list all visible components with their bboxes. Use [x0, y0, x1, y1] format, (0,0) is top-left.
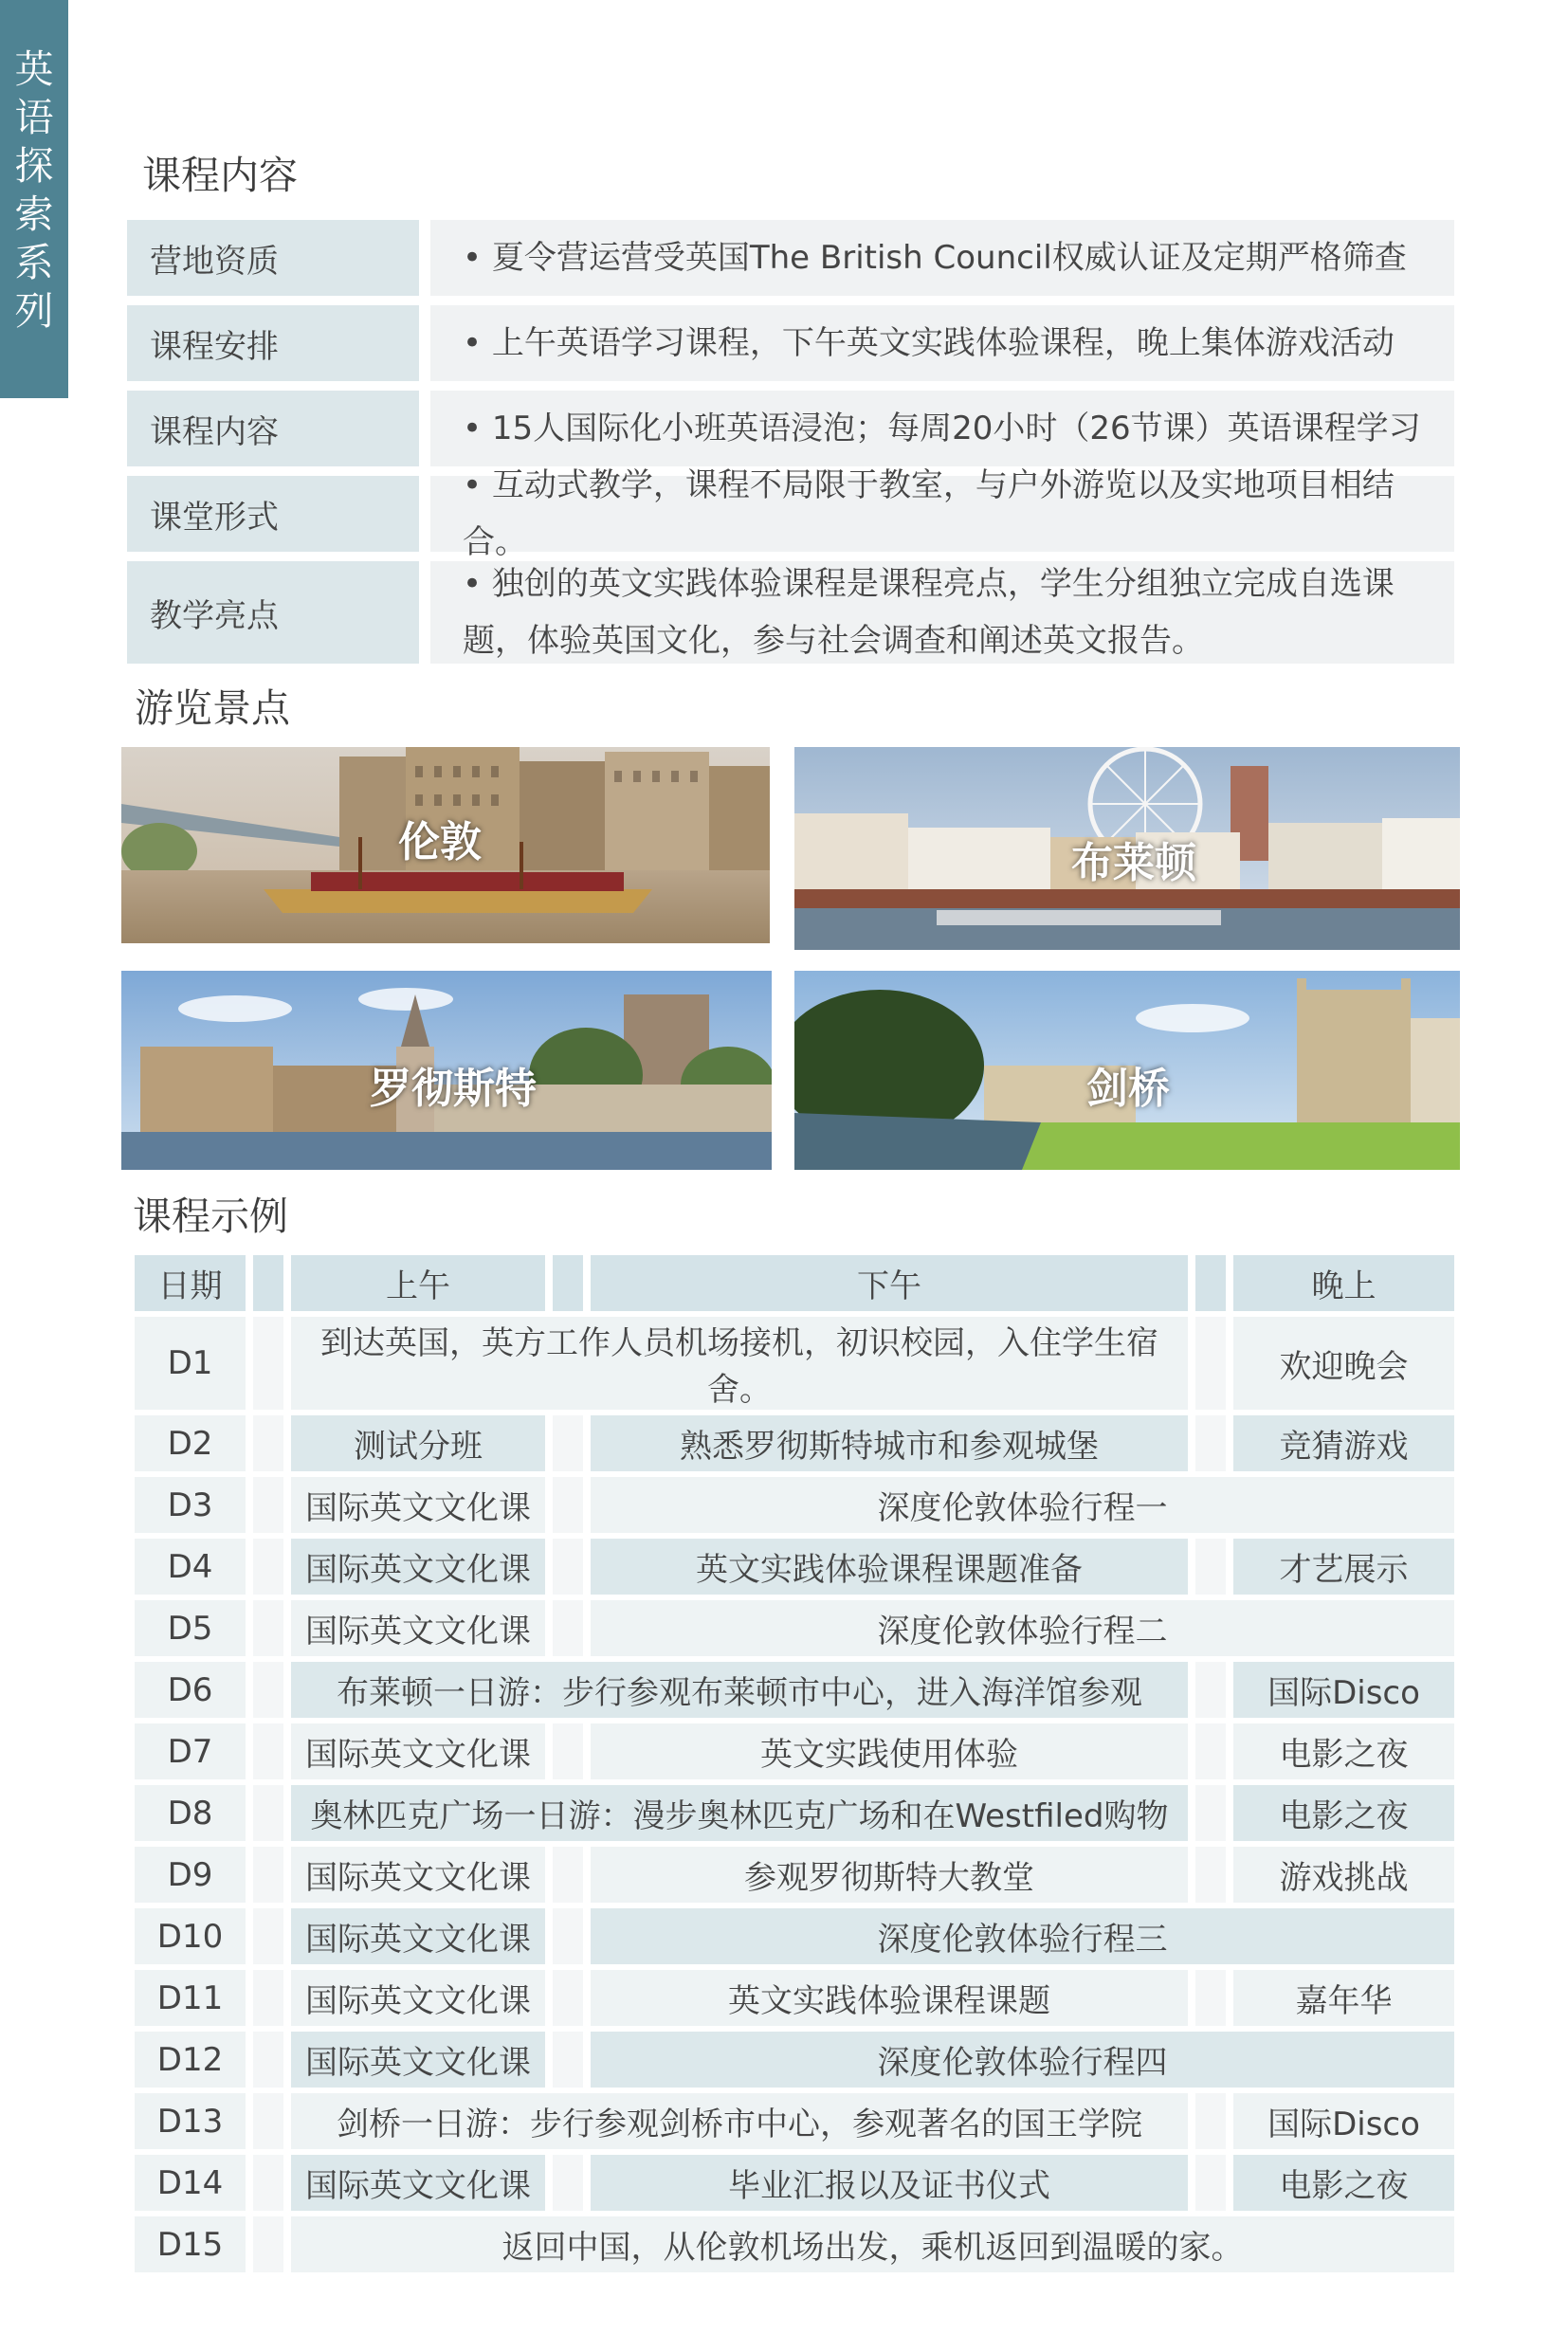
spacer-cell — [253, 1255, 283, 1311]
spacer-cell — [253, 2155, 283, 2211]
afternoon-evening-cell: 深度伦敦体验行程一 — [591, 1477, 1454, 1533]
evening-cell: 竞猜游戏 — [1233, 1415, 1454, 1471]
course-row-text: • 15人国际化小班英语浸泡；每周20小时（26节课）英语课程学习 — [430, 391, 1454, 466]
course-section-title: 课程内容 — [142, 153, 298, 198]
spacer-cell — [253, 2093, 283, 2149]
table-row — [135, 1415, 1454, 1471]
course-row-text: • 互动式教学，课程不局限于教室，与户外游览以及实地项目相结合。 — [430, 476, 1454, 552]
spacer-cell — [253, 1970, 283, 2026]
header-day: 日期 — [135, 1255, 246, 1311]
spacer-cell — [1195, 1539, 1226, 1595]
course-row-label: 营地资质 — [127, 220, 419, 296]
afternoon-evening-cell: 深度伦敦体验行程二 — [591, 1600, 1454, 1656]
spacer-cell — [1195, 1847, 1226, 1903]
spacer-cell — [253, 1908, 283, 1964]
spacer-cell — [253, 1847, 283, 1903]
spacer-cell — [553, 1723, 583, 1779]
spacer-cell — [553, 1600, 583, 1656]
table-row — [135, 1908, 1454, 1964]
header-evening: 晚上 — [1233, 1255, 1454, 1311]
course-row-text: • 上午英语学习课程，下午英文实践体验课程，晚上集体游戏活动 — [430, 305, 1454, 381]
evening-cell: 电影之夜 — [1233, 2155, 1454, 2211]
spacer-cell — [553, 2155, 583, 2211]
course-row-label: 课程内容 — [127, 391, 419, 466]
morning-cell: 国际英文文化课 — [291, 1723, 545, 1779]
spacer-cell — [253, 1600, 283, 1656]
day-cell: D10 — [135, 1908, 246, 1964]
day-cell: D6 — [135, 1662, 246, 1718]
spacer-cell — [253, 2032, 283, 2088]
evening-cell: 游戏挑战 — [1233, 1847, 1454, 1903]
spacer-cell — [1195, 1723, 1226, 1779]
afternoon-evening-cell: 深度伦敦体验行程四 — [591, 2032, 1454, 2088]
day-cell: D2 — [135, 1415, 246, 1471]
table-row — [135, 2093, 1454, 2149]
spacer-cell — [253, 1477, 283, 1533]
morning-cell: 国际英文文化课 — [291, 1970, 545, 2026]
table-row — [135, 1970, 1454, 2026]
morning-cell: 国际英文文化课 — [291, 1600, 545, 1656]
table-row — [135, 1662, 1454, 1718]
evening-cell: 电影之夜 — [1233, 1723, 1454, 1779]
table-row — [135, 1317, 1454, 1410]
spacer-cell — [553, 1255, 583, 1311]
london-photo — [121, 747, 770, 943]
day-cell: D8 — [135, 1785, 246, 1841]
table-row — [135, 2216, 1454, 2272]
spacer-cell — [1195, 1317, 1226, 1410]
afternoon-cell: 熟悉罗彻斯特城市和参观城堡 — [591, 1415, 1188, 1471]
table-row — [135, 1723, 1454, 1779]
afternoon-cell: 英文实践使用体验 — [591, 1723, 1188, 1779]
evening-cell: 国际Disco — [1233, 1662, 1454, 1718]
spacer-cell — [253, 1723, 283, 1779]
morning-cell: 国际英文文化课 — [291, 1539, 545, 1595]
course-row-text: • 独创的英文实践体验课程是课程亮点，学生分组独立完成自选课题，体验英国文化，参与社会调查和阐述英文报告。 — [430, 561, 1454, 664]
sights-section-title: 游览景点 — [135, 685, 290, 731]
afternoon-cell: 英文实践体验课程课题 — [591, 1970, 1188, 2026]
table-row — [135, 1785, 1454, 1841]
spacer-cell — [1195, 1662, 1226, 1718]
schedule-section-title: 课程示例 — [133, 1194, 288, 1239]
spacer-cell — [1195, 2093, 1226, 2149]
afternoon-cell: 英文实践体验课程课题准备 — [591, 1539, 1188, 1595]
afternoon-cell: 参观罗彻斯特大教堂 — [591, 1847, 1188, 1903]
all-day-cell: 返回中国，从伦敦机场出发，乘机返回到温暖的家。 — [291, 2216, 1454, 2272]
course-row-label: 课堂形式 — [127, 476, 419, 552]
table-row — [135, 1847, 1454, 1903]
table-row — [135, 1600, 1454, 1656]
rochester-photo — [121, 971, 772, 1170]
day-cell: D13 — [135, 2093, 246, 2149]
sight-label-cambridge: 剑桥 — [1086, 1065, 1170, 1113]
course-row-label: 教学亮点 — [127, 561, 419, 664]
day-cell: D14 — [135, 2155, 246, 2211]
morning-cell: 国际英文文化课 — [291, 2032, 545, 2088]
day-cell: D12 — [135, 2032, 246, 2088]
spacer-cell — [253, 2216, 283, 2272]
spacer-cell — [1195, 1785, 1226, 1841]
morning-cell: 国际英文文化课 — [291, 1477, 545, 1533]
day-cell: D3 — [135, 1477, 246, 1533]
day-cell: D5 — [135, 1600, 246, 1656]
spacer-cell — [553, 1477, 583, 1533]
spacer-cell — [253, 1662, 283, 1718]
morning-cell: 测试分班 — [291, 1415, 545, 1471]
spacer-cell — [553, 1415, 583, 1471]
course-row-label: 课程安排 — [127, 305, 419, 381]
afternoon-evening-cell: 深度伦敦体验行程三 — [591, 1908, 1454, 1964]
evening-cell: 电影之夜 — [1233, 1785, 1454, 1841]
full-day-cell: 奥林匹克广场一日游：漫步奥林匹克广场和在Westfiled购物 — [291, 1785, 1188, 1841]
spacer-cell — [1195, 1255, 1226, 1311]
series-label: 英语探索系列 — [14, 46, 54, 334]
full-day-cell: 布莱顿一日游：步行参观布莱顿市中心，进入海洋馆参观 — [291, 1662, 1188, 1718]
series-side-tab — [0, 0, 68, 398]
header-afternoon: 下午 — [591, 1255, 1188, 1311]
day-cell: D4 — [135, 1539, 246, 1595]
sight-label-rochester: 罗彻斯特 — [370, 1065, 537, 1113]
morning-cell: 国际英文文化课 — [291, 2155, 545, 2211]
day-cell: D7 — [135, 1723, 246, 1779]
spacer-cell — [553, 1970, 583, 2026]
schedule-table — [127, 1249, 1462, 2278]
sight-label-london: 伦敦 — [398, 818, 482, 866]
afternoon-cell: 毕业汇报以及证书仪式 — [591, 2155, 1188, 2211]
evening-cell: 国际Disco — [1233, 2093, 1454, 2149]
cambridge-photo — [794, 971, 1460, 1170]
spacer-cell — [1195, 1415, 1226, 1471]
spacer-cell — [253, 1317, 283, 1410]
spacer-cell — [253, 1539, 283, 1595]
spacer-cell — [1195, 2155, 1226, 2211]
day-cell: D1 — [135, 1317, 246, 1410]
day-cell: D15 — [135, 2216, 246, 2272]
evening-cell: 欢迎晚会 — [1233, 1317, 1454, 1410]
full-day-cell: 到达英国，英方工作人员机场接机，初识校园，入住学生宿舍。 — [291, 1317, 1188, 1410]
day-cell: D9 — [135, 1847, 246, 1903]
spacer-cell — [253, 1415, 283, 1471]
spacer-cell — [553, 1908, 583, 1964]
morning-cell: 国际英文文化课 — [291, 1908, 545, 1964]
table-header-row — [135, 1255, 1454, 1311]
spacer-cell — [253, 1785, 283, 1841]
spacer-cell — [1195, 1970, 1226, 2026]
morning-cell: 国际英文文化课 — [291, 1847, 545, 1903]
table-row — [135, 2155, 1454, 2211]
spacer-cell — [553, 2032, 583, 2088]
full-day-cell: 剑桥一日游：步行参观剑桥市中心，参观著名的国王学院 — [291, 2093, 1188, 2149]
sight-label-brighton: 布莱顿 — [1071, 839, 1196, 887]
table-row — [135, 1477, 1454, 1533]
spacer-cell — [553, 1539, 583, 1595]
evening-cell: 嘉年华 — [1233, 1970, 1454, 2026]
course-row-text: • 夏令营运营受英国The British Council权威认证及定期严格筛查 — [430, 220, 1454, 296]
table-row — [135, 2032, 1454, 2088]
header-morning: 上午 — [291, 1255, 545, 1311]
table-row — [135, 1539, 1454, 1595]
evening-cell: 才艺展示 — [1233, 1539, 1454, 1595]
spacer-cell — [553, 1847, 583, 1903]
brighton-photo — [794, 747, 1460, 950]
day-cell: D11 — [135, 1970, 246, 2026]
